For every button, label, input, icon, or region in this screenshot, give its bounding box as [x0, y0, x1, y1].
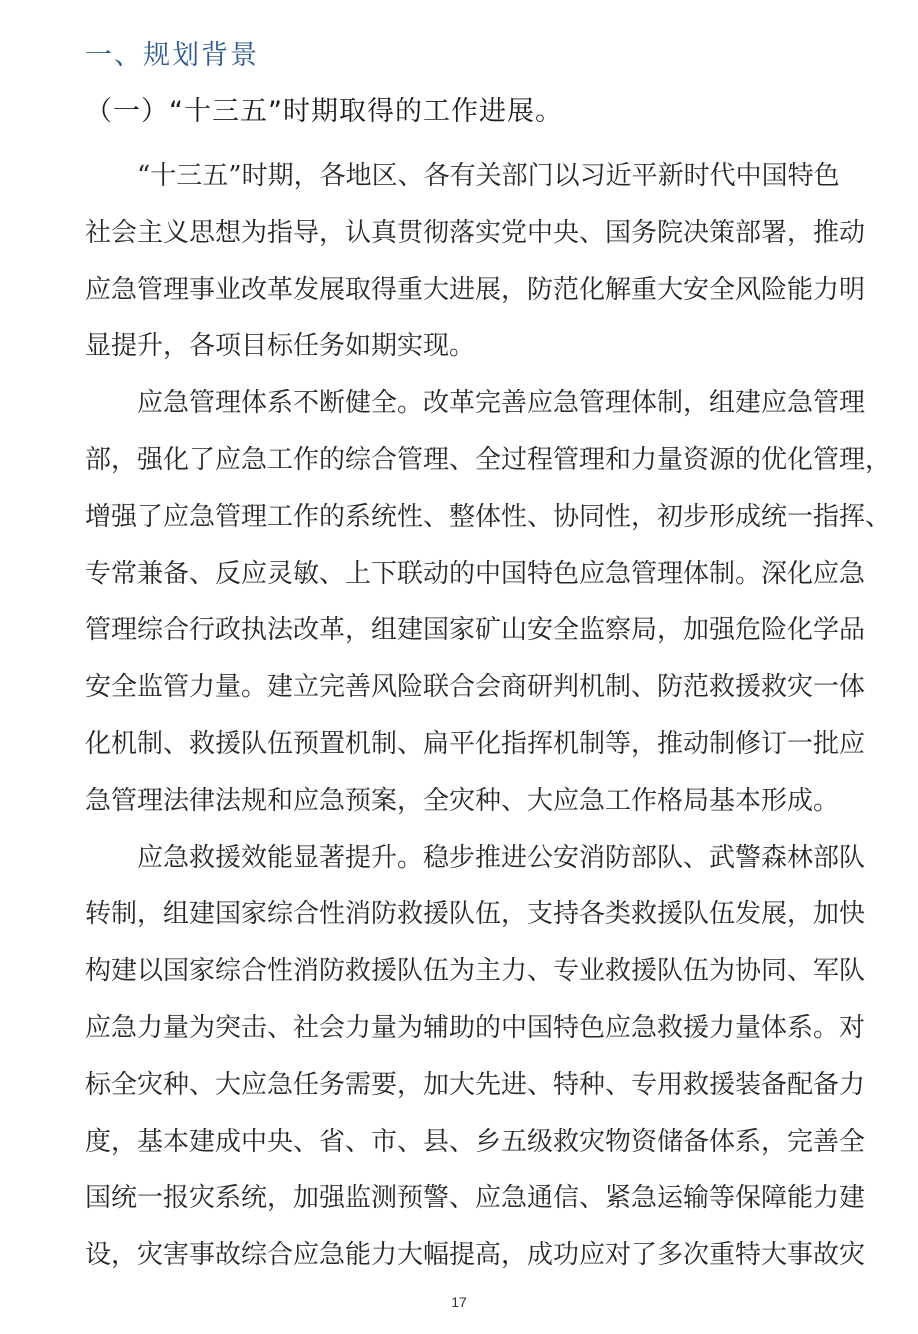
- subsection-heading: （一）“十三五”时期取得的工作进展。: [85, 96, 563, 127]
- text-line: 构建以国家综合性消防救援队伍为主力、专业救援队伍为协同、军队: [85, 956, 866, 987]
- text-line: 国统一报灾系统，加强监测预警、应急通信、紧急运输等保障能力建: [85, 1183, 866, 1214]
- section-heading: 一、规划背景: [85, 40, 259, 71]
- text-line: 转制，组建国家综合性消防救援队伍，支持各类救援队伍发展，加快: [85, 899, 866, 930]
- text-line: 标全灾种、大应急任务需要，加大先进、特种、专用救援装备配备力: [85, 1069, 866, 1100]
- text-line: 化机制、救援队伍预置机制、扁平化指挥机制等，推动制修订一批应: [85, 728, 866, 759]
- text-line: “十三五”时期，各地区、各有关部门以习近平新时代中国特色: [137, 161, 840, 191]
- text-line: 应急救援效能显著提升。稳步推进公安消防部队、武警森林部队: [137, 842, 866, 873]
- text-line: 增强了应急管理工作的系统性、整体性、协同性，初步形成统一指挥、: [85, 501, 892, 532]
- text-line: 安全监管力量。建立完善风险联合会商研判机制、防范救援救灾一体: [85, 672, 866, 703]
- text-line: 应急管理体系不断健全。改革完善应急管理体制，组建应急管理: [137, 388, 866, 419]
- text-line: 专常兼备、反应灵敏、上下联动的中国特色应急管理体制。深化应急: [85, 558, 866, 589]
- text-line: 应急力量为突击、社会力量为辅助的中国特色应急救援力量体系。对: [85, 1012, 866, 1043]
- text-line: 应急管理事业改革发展取得重大进展，防范化解重大安全风险能力明: [85, 274, 866, 305]
- paragraph-management-system: [85, 375, 892, 829]
- document-body: [85, 148, 892, 1284]
- paragraph-overview: [85, 148, 866, 375]
- text-line: 度，基本建成中央、省、市、县、乡五级救灾物资储备体系，完善全: [85, 1126, 866, 1157]
- page-number: 17: [451, 1294, 467, 1310]
- text-line: 管理综合行政执法改革，组建国家矿山安全监察局，加强危险化学品: [85, 615, 866, 646]
- text-line: 设，灾害事故综合应急能力大幅提高，成功应对了多次重特大事故灾: [85, 1240, 866, 1271]
- text-line: 急管理法律法规和应急预案，全灾种、大应急工作格局基本形成。: [85, 785, 840, 816]
- paragraph-rescue-efficiency: [85, 830, 866, 1284]
- text-line: 社会主义思想为指导，认真贯彻落实党中央、国务院决策部署，推动: [85, 217, 866, 248]
- text-line: 显提升，各项目标任务如期实现。: [85, 331, 476, 362]
- text-line: 部，强化了应急工作的综合管理、全过程管理和力量资源的优化管理，: [85, 444, 892, 475]
